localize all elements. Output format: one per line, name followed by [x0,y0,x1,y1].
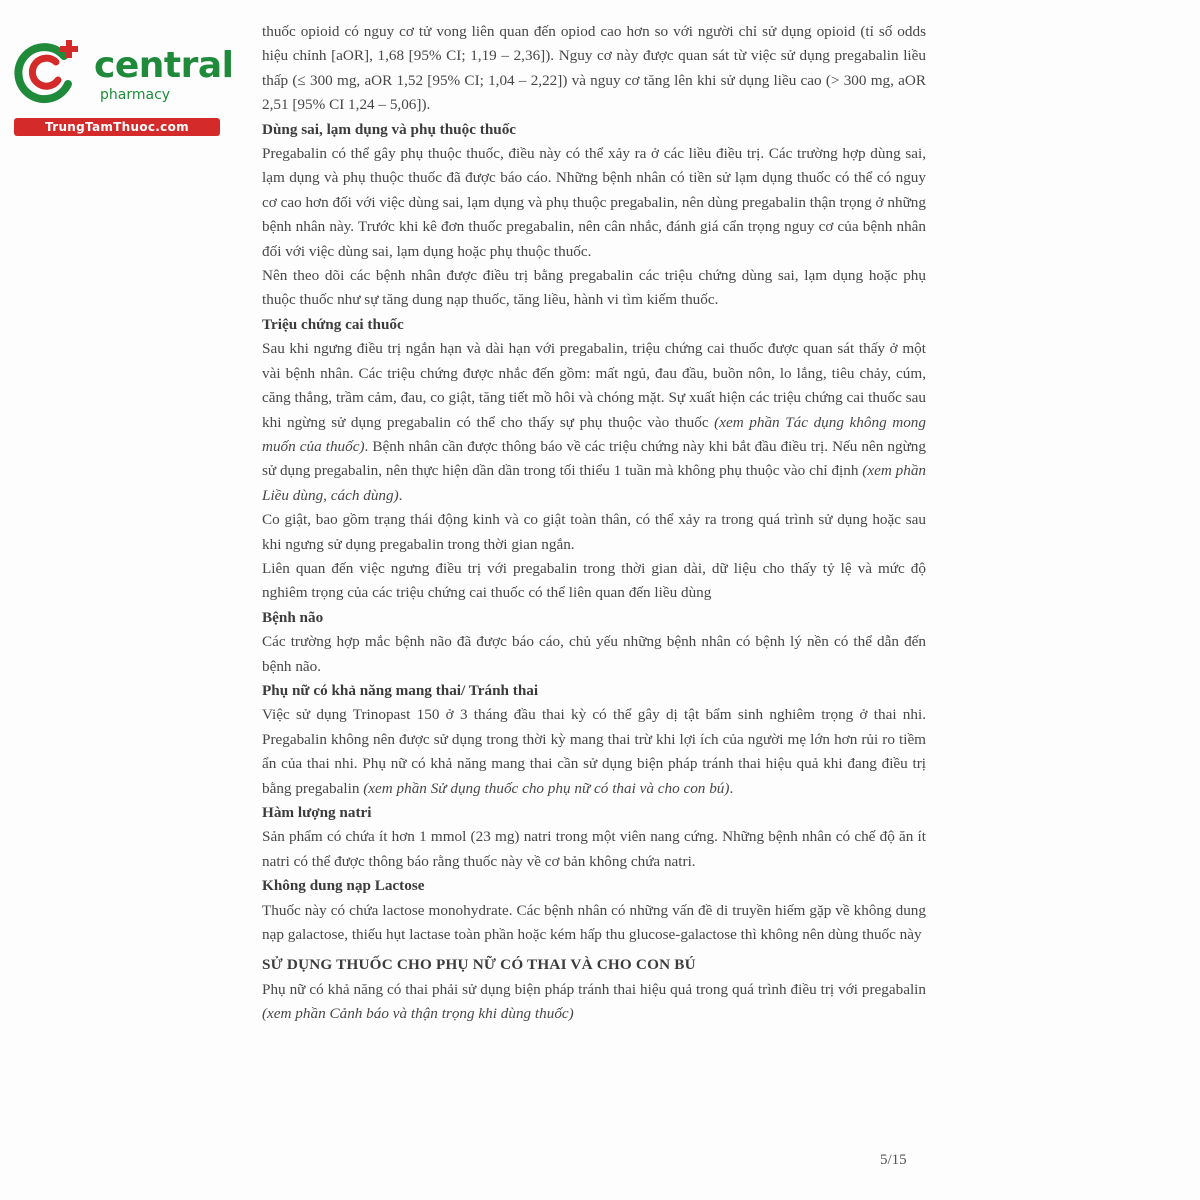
paragraph: Các trường hợp mắc bệnh não đã được báo cáo, chủ yếu những bệnh nhân có bệnh lý nền có thể dẫn đến bệnh não. [262,633,926,675]
document-body [262,20,926,1027]
cross-reference: (xem phần Cảnh báo và thận trọng khi dùng thuốc) [262,1005,574,1023]
paragraph: Liên quan đến việc ngưng điều trị với pregabalin trong thời gian dài, dữ liệu cho thấy tỷ lệ và mức độ nghiêm trọng của các triệu chứng cai thuốc có thể liên quan đến liều dùng [262,559,926,602]
cross-reference: (xem phần Tác dụng không mong muốn của thuốc) [262,413,926,455]
section-heading: Phụ nữ có khả năng mang thai/ Tránh thai [262,681,539,699]
paragraph [262,978,926,1027]
paragraph: Nên theo dõi các bệnh nhân được điều trị bằng pregabalin các triệu chứng dùng sai, lạm dụng hoặc phụ thuộc thuốc như sự tăng dung nạp thuốc, tăng liều, hành vi tìm kiếm thuốc. [262,267,926,309]
paragraph [262,337,926,508]
text-run: Việc sử dụng Trinopast 150 ở 3 tháng đầu thai kỳ có thể gây dị tật bẩm sinh nghiêm trọng ở thai nhi. Pregabalin không nên được sử dụng trong thời kỳ mang thai trừ khi lợi ích của người mẹ lớn hơn rủi ro tiềm ẩn của thai nhi. Phụ nữ có khả năng mang thai cần sử dụng biện pháp tránh thai hiệu quả khi đang điều trị bằng pregabalin [262,706,926,797]
section-heading: Dùng sai, lạm dụng và phụ thuộc thuốc [262,120,517,138]
section-heading: Triệu chứng cai thuốc [262,315,404,333]
paragraph: Pregabalin có thể gây phụ thuộc thuốc, điều này có thể xảy ra ở các liều điều trị. Các trường hợp dùng sai, lạm dụng và phụ thuộc thuốc đã được báo cáo. Những bệnh nhân có tiền sử lạm dụng thuốc có thể có nguy cơ cao hơn đối với việc dùng sai, lạm dụng và phụ thuộc pregabalin, nên dùng pregabalin thận trọng ở những bệnh nhân này. Trước khi kê đơn thuốc pregabalin, nên cân nhắc, đánh giá cẩn trọng nguy cơ của bệnh nhân đối với việc dùng sai, lạm dụng hoặc phụ thuộc thuốc. [262,145,926,260]
text-run: Phụ nữ có khả năng có thai phải sử dụng biện pháp tránh thai hiệu quả trong quá trình điều trị với pregabalin [262,980,926,998]
cross-reference: (xem phần Sử dụng thuốc cho phụ nữ có thai và cho con bú) [363,779,730,797]
pharmacy-cross-logo-icon [12,36,82,106]
text-run: . [398,486,403,504]
text-run: . Bệnh nhân cần được thông báo về các triệu chứng này khi bắt đầu điều trị. Nếu nên ngừng sử dụng pregabalin, nên thực hiện dần dần trong tối thiểu 1 tuần mà không phụ thuộc vào chỉ định [262,437,926,480]
section-heading: Hàm lượng natri [262,804,372,821]
logo-url-banner: TrungTamThuoc.com [14,118,220,136]
central-pharmacy-logo[interactable] [12,36,234,136]
paragraph: thuốc opioid có nguy cơ tử vong liên quan đến opiod cao hơn so với người chỉ sử dụng opioid (tỉ số odds hiệu chỉnh [aOR], 1,68 [95% CI; 1,19 – 2,36]). Nguy cơ này được quan sát từ việc sử dụng pregabalin liều thấp (≤ 300 mg, aOR 1,52 [95% CI; 1,04 – 2,22]) và nguy cơ tăng lên khi sử dụng liều cao (> 300 mg, aOR 2,51 [95% CI 1,24 – 5,06]). [262,23,926,114]
chapter-heading: SỬ DỤNG THUỐC CHO PHỤ NỮ CÓ THAI VÀ CHO CON BÚ [262,956,696,974]
paragraph: Thuốc này có chứa lactose monohydrate. Các bệnh nhân có những vấn đề di truyền hiếm gặp về không dung nạp galactose, thiếu hụt lactase toàn phần hoặc kém hấp thu glucose-galactose thì không nên dùng thuốc này [262,901,926,944]
paragraph: Co giật, bao gồm trạng thái động kinh và co giật toàn thân, có thể xảy ra trong quá trình sử dụng hoặc sau khi ngưng sử dụng pregabalin trong thời gian ngắn. [262,511,926,553]
text-run: Sau khi ngưng điều trị ngắn hạn và dài hạn với pregabalin, triệu chứng cai thuốc được quan sát thấy ở một vài bệnh nhân. Các triệu chứng được nhắc đến gồm: mất ngủ, đau đầu, buồn nôn, lo lắng, tiêu chảy, cúm, căng thẳng, trầm cảm, đau, co giật, tăng tiết mồ hôi và chóng mặt. Sự xuất hiện các triệu chứng cai thuốc sau khi ngừng sử dụng pregabalin có thể cho thấy sự phụ thuộc vào thuốc [262,340,926,431]
cross-reference: (xem phần Liều dùng, cách dùng) [262,462,927,504]
section-heading: Bệnh não [262,608,324,626]
page-number: 5/15 [880,1152,907,1168]
paragraph [262,703,926,801]
logo-brand-name: central [94,45,234,86]
section-heading: Không dung nạp Lactose [262,877,425,895]
text-run: . [729,779,734,797]
paragraph: Sản phẩm có chứa ít hơn 1 mmol (23 mg) natri trong một viên nang cứng. Những bệnh nhân có chế độ ăn ít natri có thể được thông báo rằng thuốc này về cơ bản không chứa natri. [262,828,926,870]
logo-sub-name: pharmacy [100,87,171,103]
